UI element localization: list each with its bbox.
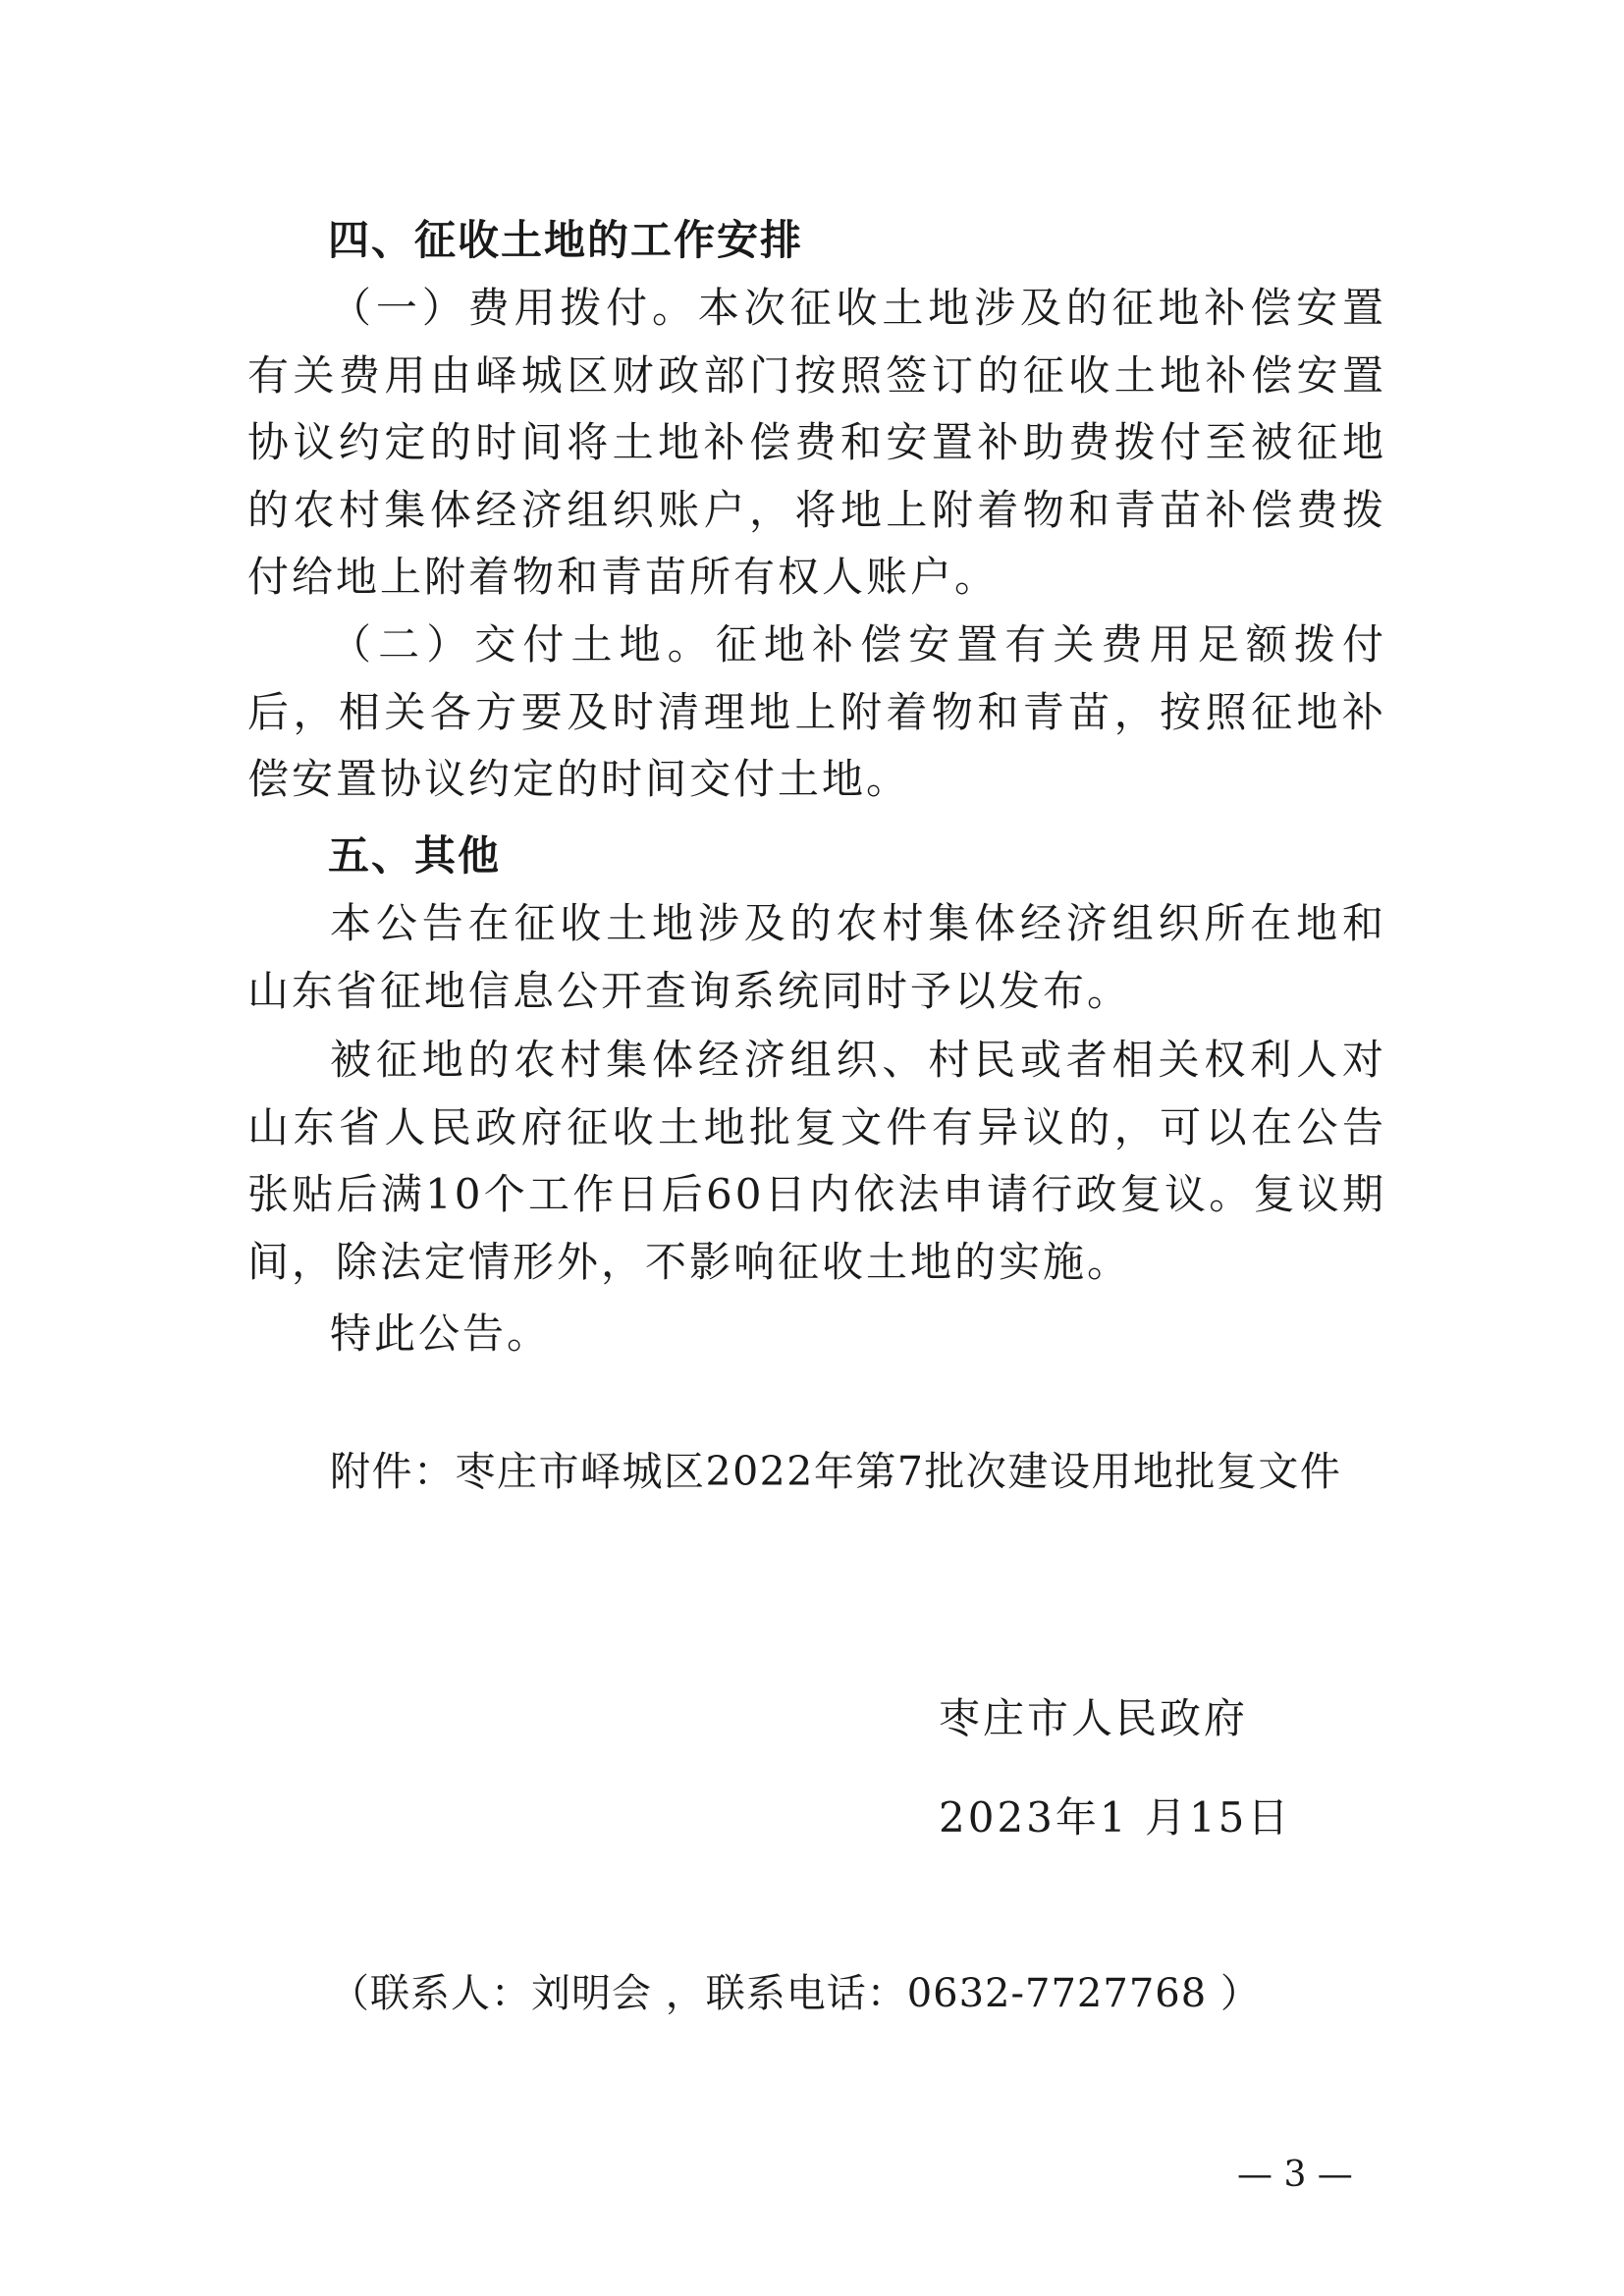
- issuer-name: 枣庄市人民政府: [939, 1694, 1249, 1742]
- section-4-item-1-paragraph: （一）费用拨付。本次征收土地涉及的征地补偿安置有关费用由峄城区财政部门按照签订的征收土地补偿安置协议约定的时间将土地补偿费和安置补助费拨付至被征地的农村集体经济组织账户，将地上附着物和青苗补偿费拨付给地上附着物和青苗所有权人账户。: [247, 284, 1386, 601]
- section-5-heading: 五、其他: [328, 831, 502, 880]
- closing-line: 特此公告。: [330, 1309, 552, 1358]
- contact-line: （联系人：刘明会 ，联系电话：0632-7727768 ）: [330, 1971, 1261, 2016]
- section-5-paragraph-1: 本公告在征收土地涉及的农村集体经济组织所在地和山东省征地信息公开查询系统同时予以发布。: [247, 899, 1386, 1015]
- page-number: — 3 —: [1237, 2155, 1353, 2195]
- section-4-heading: 四、征收土地的工作安排: [328, 216, 804, 264]
- section-5-paragraph-2: 被征地的农村集体经济组织、村民或者相关权利人对山东省人民政府征收土地批复文件有异议的，可以在公告张贴后满10个工作日后60日内依法申请行政复议。复议期间，除法定情形外，不影响征收土地的实施。: [247, 1036, 1386, 1286]
- section-4-item-2-paragraph: （二）交付土地。征地补偿安置有关费用足额拨付后，相关各方要及时清理地上附着物和青苗，按照征地补偿安置协议约定的时间交付土地。: [247, 620, 1386, 803]
- issue-date: 2023年1 月15日: [939, 1793, 1292, 1842]
- attachment-line: 附件：枣庄市峄城区2022年第7批次建设用地批复文件: [330, 1448, 1342, 1495]
